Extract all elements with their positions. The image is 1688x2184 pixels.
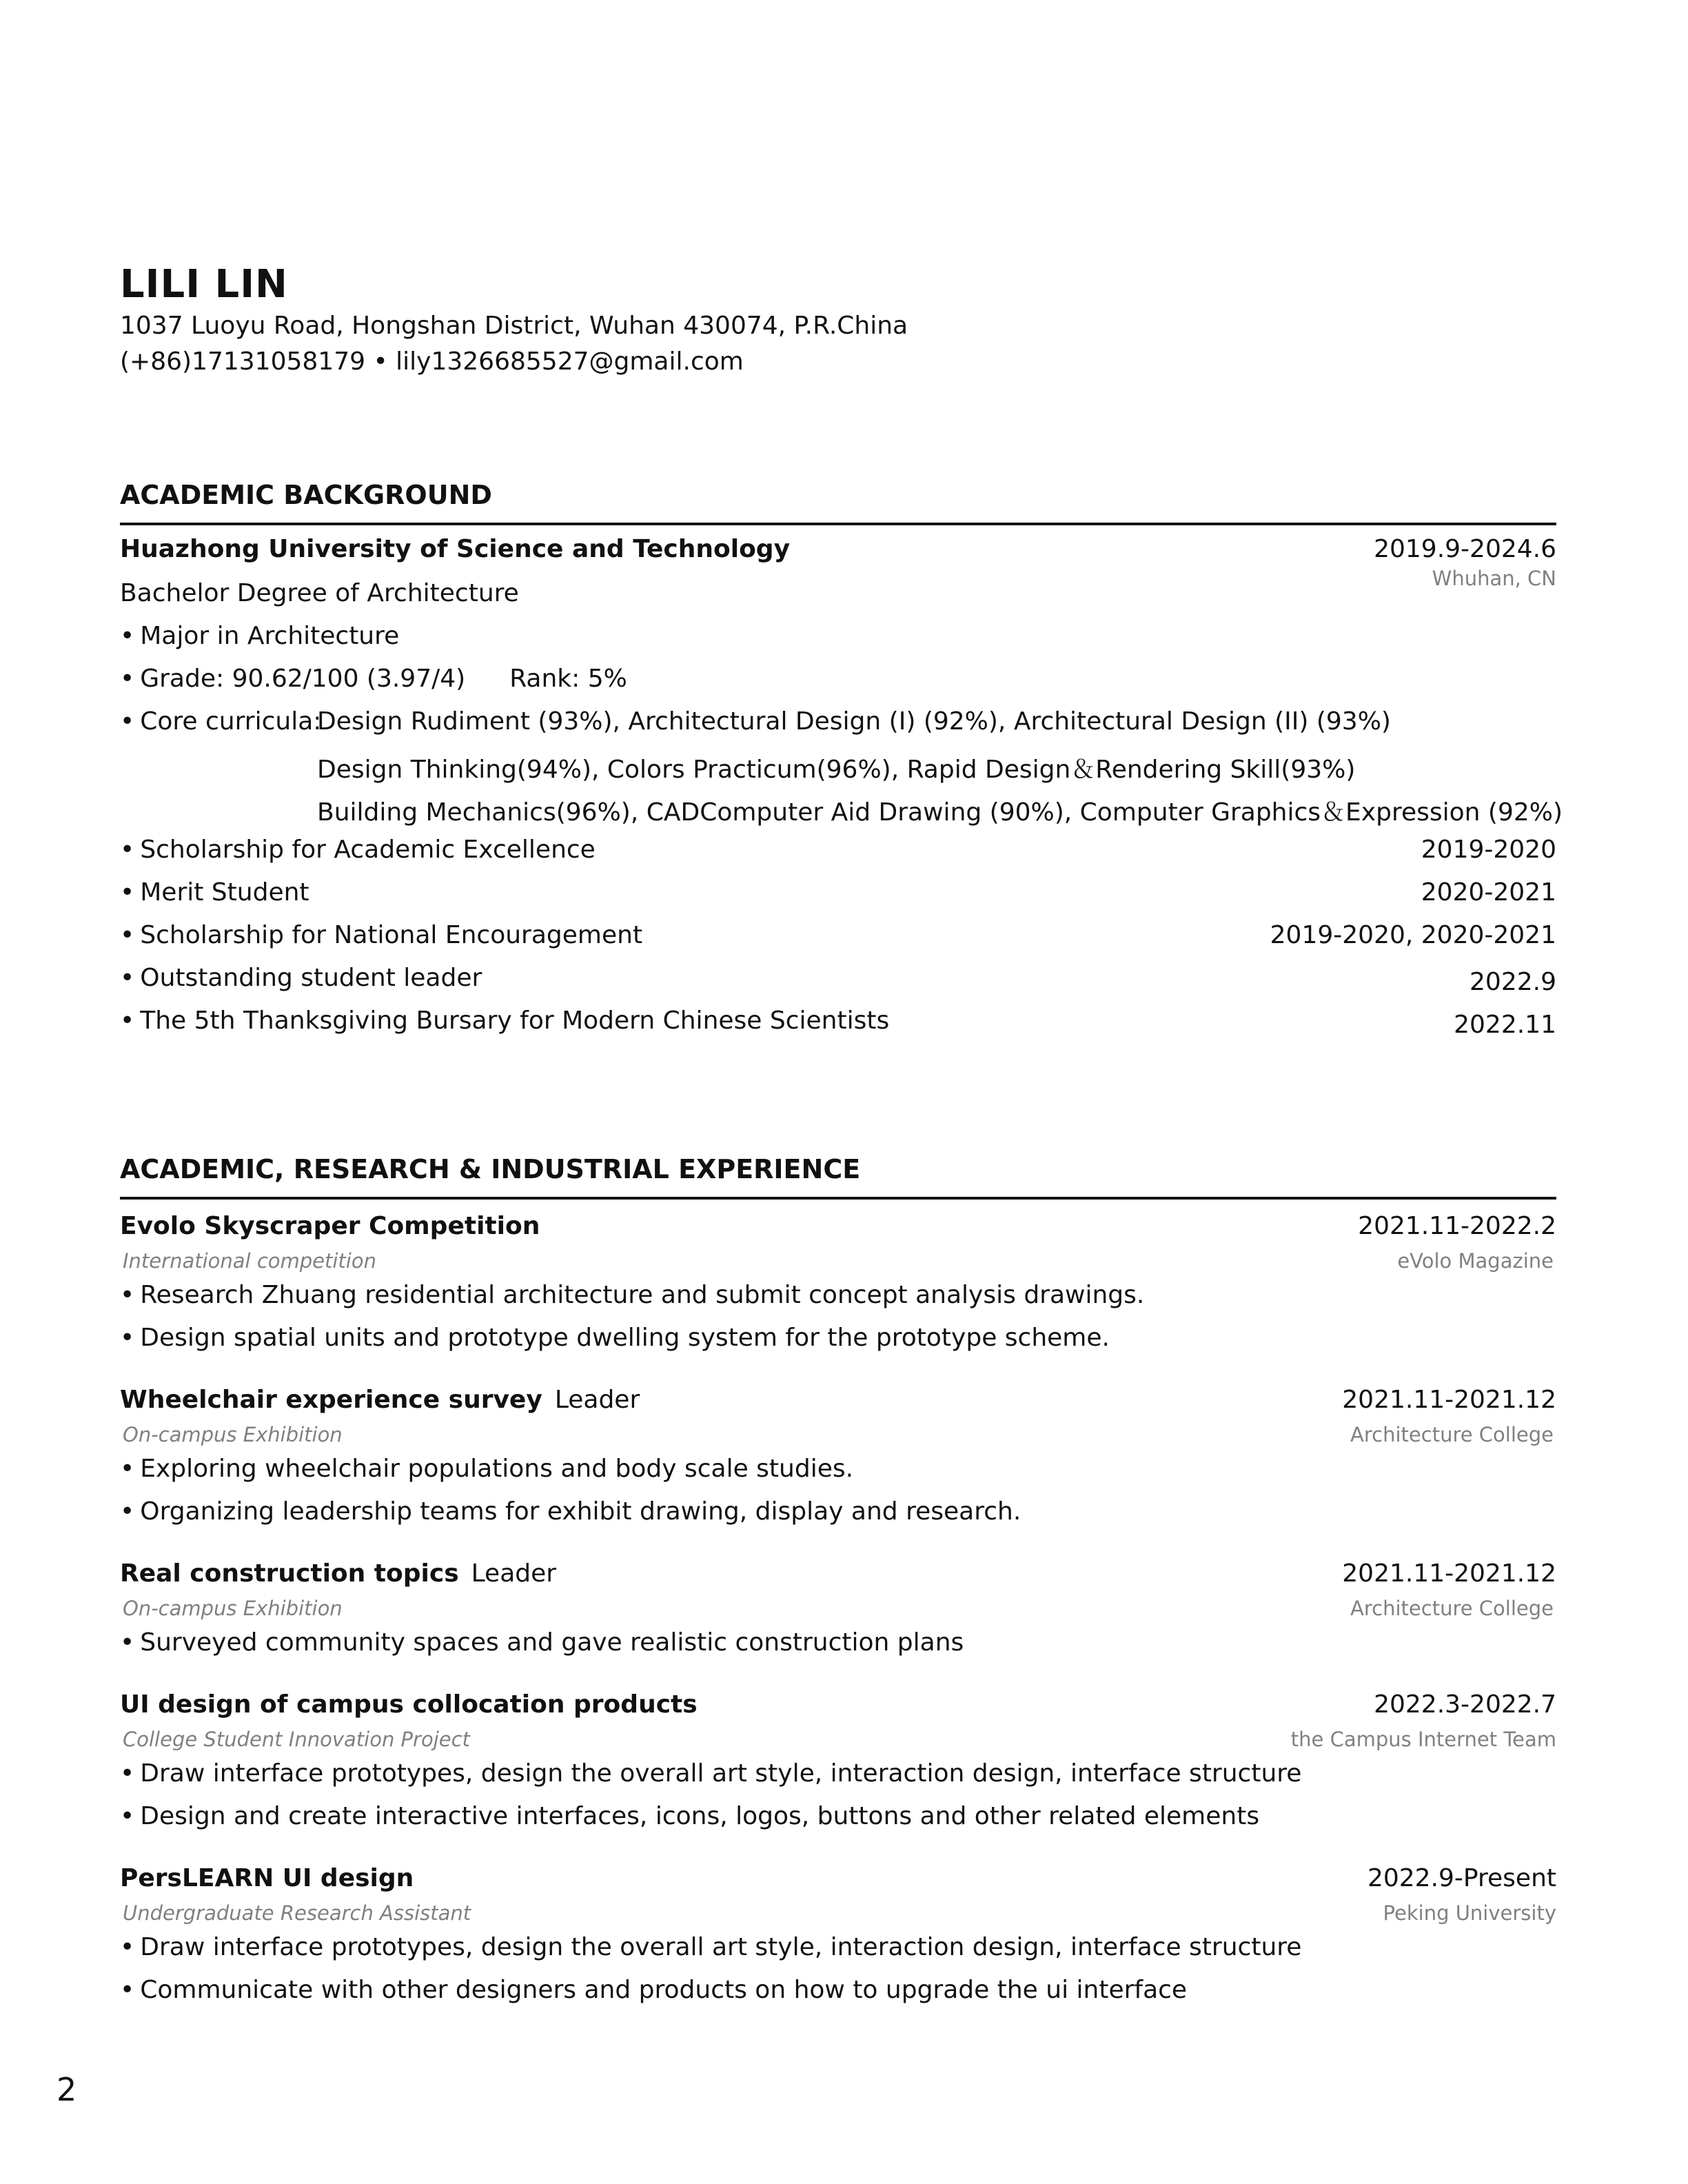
degree-row xyxy=(120,579,1556,614)
experience-header xyxy=(120,1690,1556,1725)
award-name: Merit Student xyxy=(140,878,309,907)
grade: Grade: 90.62/100 (3.97/4) xyxy=(140,665,466,693)
experience-title: Evolo Skyscraper Competition xyxy=(120,1212,540,1240)
bullet-icon: • xyxy=(120,1628,135,1657)
section-title-experience: ACADEMIC, RESEARCH & INDUSTRIAL EXPERIENCE xyxy=(120,1154,861,1184)
experience-dates: 2021.11-2021.12 xyxy=(1342,1559,1556,1588)
list-item xyxy=(120,622,1556,656)
bullet-text: Exploring wheelchair populations and body scale studies. xyxy=(140,1455,854,1483)
bullet-text: Organizing leadership teams for exhibit drawing, display and research. xyxy=(140,1497,1021,1526)
address: 1037 Luoyu Road, Hongshan District, Wuhan 430074, P.R.China xyxy=(120,312,908,340)
bullet-icon: • xyxy=(120,921,135,949)
list-item xyxy=(120,1802,1556,1837)
experience-dates: 2021.11-2022.2 xyxy=(1358,1212,1556,1240)
bullet-icon: • xyxy=(120,1497,135,1526)
bullet-icon: • xyxy=(120,1933,135,1961)
experience-title: Real construction topics xyxy=(120,1559,459,1588)
list-item xyxy=(120,1976,1556,2010)
bullet-text: Research Zhuang residential architecture and submit concept analysis drawings. xyxy=(140,1281,1145,1309)
bullet-icon: • xyxy=(120,1802,135,1830)
rank: Rank: 5% xyxy=(509,665,627,693)
experience-subtitle: International competition xyxy=(123,1249,376,1273)
award-name: Scholarship for Academic Excellence xyxy=(140,836,596,864)
bullet-icon: • xyxy=(120,1324,135,1352)
list-item xyxy=(120,1933,1556,1968)
experience-org: Architecture College xyxy=(1350,1597,1554,1620)
experience-header xyxy=(120,1864,1556,1899)
list-item xyxy=(120,1497,1556,1532)
experience-title: PersLEARN UI design xyxy=(120,1864,414,1892)
bullet-icon: • xyxy=(120,1281,135,1309)
experience-header xyxy=(120,1559,1556,1594)
school-location: Whuhan, CN xyxy=(1432,567,1556,590)
bullet-text: Design and create interactive interfaces, icons, logos, buttons and other related elements xyxy=(140,1802,1260,1830)
award-row xyxy=(120,836,1556,870)
experience-role: Leader xyxy=(471,1559,557,1588)
experience-subtitle: Undergraduate Research Assistant xyxy=(123,1901,471,1925)
bullet-text: Surveyed community spaces and gave realistic construction plans xyxy=(140,1628,964,1657)
bullet-icon: • xyxy=(120,1455,135,1483)
core-curricula-line: Design Thinking(94%), Colors Practicum(96%), Rapid Design＆Rendering Skill(93%) xyxy=(317,756,1356,784)
experience-header xyxy=(120,1212,1556,1246)
school-dates: 2019.9-2024.6 xyxy=(1374,535,1556,563)
email[interactable]: lily1326685527@gmail.com xyxy=(396,347,744,376)
experience-org: eVolo Magazine xyxy=(1397,1249,1554,1273)
list-item xyxy=(120,1628,1556,1663)
section-divider xyxy=(120,523,1556,525)
award-date: 2020-2021 xyxy=(1421,878,1556,907)
experience-subtitle: College Student Innovation Project xyxy=(123,1728,470,1751)
experience-title: Wheelchair experience survey xyxy=(120,1386,542,1414)
list-item xyxy=(120,665,1556,699)
award-row xyxy=(120,878,1556,913)
contact-line xyxy=(120,347,744,376)
section-divider xyxy=(120,1197,1556,1200)
bullet-text: Draw interface prototypes, design the overall art style, interaction design, interface structure xyxy=(140,1933,1302,1961)
bullet-icon: • xyxy=(120,1007,135,1035)
award-date: 2022.9 xyxy=(1470,968,1556,996)
school-row xyxy=(120,535,1556,569)
experience-org: Architecture College xyxy=(1350,1423,1554,1446)
bullet-icon: • xyxy=(120,836,135,864)
bullet-text: Design spatial units and prototype dwelling system for the prototype scheme. xyxy=(140,1324,1110,1352)
award-date: 2022.11 xyxy=(1454,1011,1556,1039)
experience-meta xyxy=(120,1249,1556,1284)
degree: Bachelor Degree of Architecture xyxy=(120,579,519,607)
experience-dates: 2022.3-2022.7 xyxy=(1374,1690,1556,1719)
award-row xyxy=(120,1007,1556,1041)
bullet-icon: • xyxy=(120,622,135,650)
bullet-icon: • xyxy=(120,707,135,736)
award-date: 2019-2020 xyxy=(1421,836,1556,864)
award-date: 2019-2020, 2020-2021 xyxy=(1270,921,1556,949)
bullet-text: Draw interface prototypes, design the overall art style, interaction design, interface structure xyxy=(140,1759,1302,1788)
phone: (+86)17131058179 xyxy=(120,347,366,376)
page-number: 2 xyxy=(57,2071,77,2108)
award-row xyxy=(120,964,1556,998)
list-item xyxy=(120,1281,1556,1315)
experience-subtitle: On-campus Exhibition xyxy=(123,1423,343,1446)
bullet-icon: • xyxy=(120,665,135,693)
experience-role: Leader xyxy=(554,1386,640,1414)
candidate-name: LILI LIN xyxy=(120,262,288,307)
core-curricula-line: Design Rudiment (93%), Architectural Design (I) (92%), Architectural Design (II) (93%) xyxy=(317,707,1391,736)
separator-bullet: • xyxy=(373,347,388,376)
experience-dates: 2022.9-Present xyxy=(1367,1864,1556,1892)
major: Major in Architecture xyxy=(140,622,400,650)
award-name: Outstanding student leader xyxy=(140,964,482,992)
list-item xyxy=(120,1455,1556,1489)
experience-org: Peking University xyxy=(1383,1901,1556,1925)
bullet-icon: • xyxy=(120,878,135,907)
core-curricula-line: Building Mechanics(96%), CADComputer Aid Drawing (90%), Computer Graphics＆Expression (92%) xyxy=(317,798,1563,827)
experience-subtitle: On-campus Exhibition xyxy=(123,1597,343,1620)
school-name: Huazhong University of Science and Technology xyxy=(120,535,791,563)
list-item xyxy=(120,1759,1556,1794)
experience-title: UI design of campus collocation products xyxy=(120,1690,698,1719)
bullet-icon: • xyxy=(120,1759,135,1788)
list-item xyxy=(120,1324,1556,1358)
award-name: The 5th Thanksgiving Bursary for Modern Chinese Scientists xyxy=(140,1007,890,1035)
bullet-text: Communicate with other designers and products on how to upgrade the ui interface xyxy=(140,1976,1188,2004)
bullet-icon: • xyxy=(120,964,135,992)
award-row xyxy=(120,921,1556,956)
bullet-icon: • xyxy=(120,1976,135,2004)
experience-header xyxy=(120,1386,1556,1420)
core-curricula-label: Core curricula: xyxy=(140,707,322,736)
experience-meta xyxy=(120,1901,1556,1936)
experience-org: the Campus Internet Team xyxy=(1290,1728,1556,1751)
experience-meta xyxy=(120,1423,1556,1457)
experience-meta xyxy=(120,1597,1556,1631)
section-title-academic: ACADEMIC BACKGROUND xyxy=(120,480,492,510)
experience-meta xyxy=(120,1728,1556,1762)
experience-dates: 2021.11-2021.12 xyxy=(1342,1386,1556,1414)
award-name: Scholarship for National Encouragement xyxy=(140,921,643,949)
